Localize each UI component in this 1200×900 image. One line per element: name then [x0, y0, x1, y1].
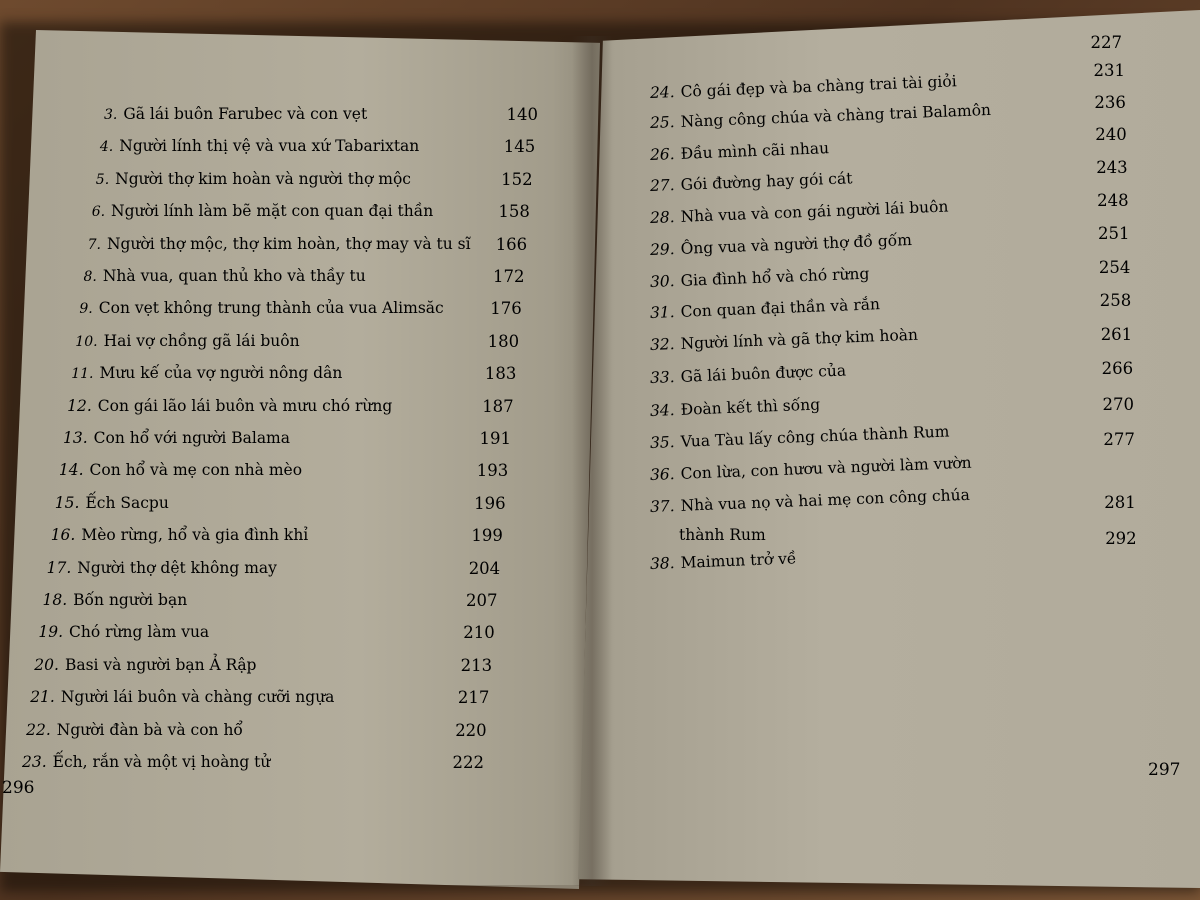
toc-entry [59, 457, 302, 483]
toc-entry-title: Maimun trở về [680, 549, 797, 572]
toc-entry-number: 28. [649, 208, 675, 227]
toc-entry-number: 19. [38, 623, 64, 642]
toc-entry-number: 25. [649, 113, 675, 132]
toc-entry-title: Ếch, rắn và một vị hoàng tử [52, 753, 271, 771]
toc-entry-page: 217 [457, 688, 490, 708]
right-top-page-number: 227 [1090, 33, 1122, 52]
toc-entry-page: 152 [501, 169, 533, 189]
toc-entry-page: 187 [482, 396, 514, 416]
toc-entry-page: 196 [474, 493, 506, 513]
toc-entry-number: 24. [649, 83, 675, 102]
toc-entry-title: Mèo rừng, hổ và gia đình khỉ [81, 526, 309, 545]
toc-entry [26, 717, 243, 743]
toc-entry-title: Con hổ và mẹ con nhà mèo [89, 461, 303, 480]
toc-entry-number: 7. [87, 236, 101, 253]
toc-entry-page: 140 [506, 105, 538, 124]
toc-entry [100, 133, 419, 159]
toc-entry-title: Gia đình hổ và chó rừng [680, 264, 870, 290]
toc-entry [63, 425, 290, 451]
toc-entry-page: 213 [460, 655, 493, 675]
toc-entry-title: Con quan đại thần và rắn [680, 295, 881, 321]
toc-entry-page: 254 [1098, 258, 1131, 277]
toc-entry-number: 10. [75, 333, 98, 350]
toc-entry [104, 101, 367, 127]
toc-entry-title: Người lính thị vệ và vua xứ Tabarixtan [119, 137, 420, 156]
toc-entry [43, 587, 188, 613]
toc-entry-title: Người lính làm bẽ mặt con quan đại thần [111, 202, 434, 221]
toc-entry-title: Con hổ với người Balama [93, 429, 290, 447]
toc-entry-number: 23. [22, 753, 47, 771]
toc-entry-number: 18. [42, 591, 68, 609]
toc-entry-number: 3. [104, 107, 118, 123]
toc-entry [92, 198, 434, 224]
toc-entry-number: 11. [71, 366, 94, 383]
toc-entry-page: 292 [1105, 529, 1137, 548]
toc-entry-title: Chó rừng làm vua [69, 623, 210, 642]
toc-entry-page: 277 [1103, 430, 1135, 449]
left-page-number: 296 [2, 778, 35, 798]
toc-entry-page: 183 [484, 364, 517, 384]
toc-entry-title: Con vẹt không trung thành của vua Alimsăc [98, 299, 444, 318]
toc-entry [55, 490, 169, 516]
toc-entry-page: 207 [466, 591, 498, 610]
toc-entry-number: 20. [34, 655, 59, 674]
toc-entry-number: 13. [63, 429, 88, 447]
toc-entry-number: 38. [649, 554, 675, 573]
toc-entry-number: 5. [95, 171, 110, 188]
toc-entry-number: 31. [649, 303, 675, 322]
toc-entry-number: 15. [54, 493, 80, 512]
toc-entry-title: Vua Tàu lấy công chúa thành Rum [680, 422, 950, 451]
toc-entry-page: 158 [498, 202, 530, 222]
toc-entry-page: 261 [1100, 325, 1133, 344]
toc-entry-page: 281 [1104, 493, 1136, 512]
toc-entry-page: 222 [452, 753, 484, 772]
toc-entry-number: 14. [58, 461, 84, 480]
toc-entry-page: 231 [1093, 61, 1125, 80]
toc-entry-number: 4. [99, 139, 114, 156]
toc-entry-page: 204 [468, 558, 501, 578]
toc-entry-title: Người lái buôn và chàng cưỡi ngựa [60, 688, 335, 707]
toc-entry-number: 12. [67, 396, 92, 415]
toc-entry-number: 16. [50, 526, 76, 545]
toc-entry-title: Đoàn kết thì sống [680, 395, 821, 419]
toc-entry [51, 522, 309, 548]
toc-entry-page: 240 [1095, 125, 1127, 144]
toc-entry-title: Đầu mình cãi nhau [680, 139, 830, 163]
toc-entry [67, 393, 392, 419]
toc-entry-number: 6. [91, 204, 106, 221]
toc-entry-page: 266 [1101, 359, 1134, 378]
toc-entry-title: Mưu kế của vợ người nông dân [99, 364, 343, 383]
toc-entry-number: 32. [649, 335, 675, 354]
toc-entry-number: 34. [649, 401, 675, 420]
toc-entry-title: Người thợ kim hoàn và người thợ mộc [115, 169, 411, 188]
toc-entry [75, 328, 299, 354]
toc-entry-title: Người đàn bà và con hổ [56, 720, 243, 739]
toc-entry-page: 172 [493, 267, 525, 286]
toc-entry-title: Nhà vua và con gái người lái buôn [680, 197, 949, 226]
toc-entry-page: 243 [1096, 158, 1128, 177]
toc-entry [34, 652, 256, 678]
toc-entry [79, 295, 443, 321]
toc-entry-number: 22. [26, 720, 51, 739]
toc-entry-page: 180 [487, 331, 520, 351]
toc-entry-page: 176 [490, 299, 522, 319]
toc-entry [71, 360, 342, 386]
toc-entry [47, 555, 277, 581]
toc-entry-number: 26. [649, 145, 675, 164]
toc-entry [84, 263, 366, 289]
toc-entry-title: Hai vợ chồng gã lái buôn [103, 331, 300, 350]
toc-entry-title: Ông vua và người thợ đồ gốm [680, 230, 913, 258]
toc-entry-title: Con lừa, con hươu và người làm vườn [680, 453, 972, 483]
toc-entry-page: 199 [471, 526, 503, 546]
toc-entry-number: 9. [79, 301, 93, 318]
toc-entry-page: 270 [1102, 395, 1134, 414]
toc-entry-number: 29. [649, 240, 675, 259]
toc-entry-number: 27. [649, 176, 675, 195]
toc-entry-number: 36. [649, 465, 675, 484]
right-page-number: 297 [1148, 760, 1181, 780]
toc-entry-number: 37. [649, 497, 675, 516]
toc-entry-page: 210 [463, 623, 495, 643]
toc-entry-title: Bốn người bạn [73, 591, 188, 609]
toc-entry-page: 236 [1094, 93, 1126, 112]
toc-entry-title: Gói đường hay gói cát [680, 169, 853, 194]
toc-entry [38, 619, 209, 645]
toc-entry-number: 30. [649, 272, 675, 291]
toc-entry-title: Cô gái đẹp và ba chàng trai tài giỏi [680, 72, 957, 101]
toc-entry-title: Basi và người bạn Ả Rập [64, 655, 257, 674]
toc-entry-title: Người thợ mộc, thợ kim hoàn, thợ may và tu sĩ [106, 234, 471, 253]
toc-entry-page: 191 [479, 429, 511, 448]
toc-entry-number: 21. [30, 688, 55, 707]
toc-entry [88, 231, 471, 257]
book-spine [572, 36, 612, 886]
toc-entry-page: 248 [1097, 191, 1129, 210]
toc-entry-title: Nàng công chúa và chàng trai Balamôn [680, 100, 992, 131]
toc-entry [96, 166, 411, 192]
toc-entry [22, 749, 270, 775]
toc-entry-number: 35. [649, 433, 675, 452]
toc-entry-page: 145 [503, 137, 536, 157]
toc-entry-title: Nhà vua, quan thủ kho và thầy tu [102, 267, 366, 285]
toc-entry-title: Người thợ dệt không may [77, 558, 277, 577]
toc-entry-number: 33. [649, 368, 675, 387]
toc-entry-title: Con gái lão lái buôn và mưu chó rừng [97, 396, 393, 415]
toc-entry-number: 17. [46, 558, 72, 577]
toc-entry-page: 220 [455, 720, 487, 740]
toc-entry-page: 166 [495, 234, 528, 254]
toc-entry-title: Nhà vua nọ và hai mẹ con công chúa [680, 485, 971, 515]
toc-entry-title: Gã lái buôn Farubec và con vẹt [123, 105, 368, 123]
toc-entry-title: Gã lái buôn được của [680, 361, 847, 386]
toc-entry-title: Người lính và gã thợ kim hoàn [680, 325, 919, 353]
toc-entry-page: 193 [476, 461, 509, 481]
toc-entry-title-continued: thành Rum [679, 526, 766, 544]
toc-entry [30, 684, 334, 710]
toc-entry-title: Ếch Sacpu [85, 493, 169, 512]
toc-entry-number: 8. [83, 269, 97, 285]
toc-entry-page: 251 [1098, 224, 1130, 243]
toc-entry-page: 258 [1099, 291, 1132, 310]
